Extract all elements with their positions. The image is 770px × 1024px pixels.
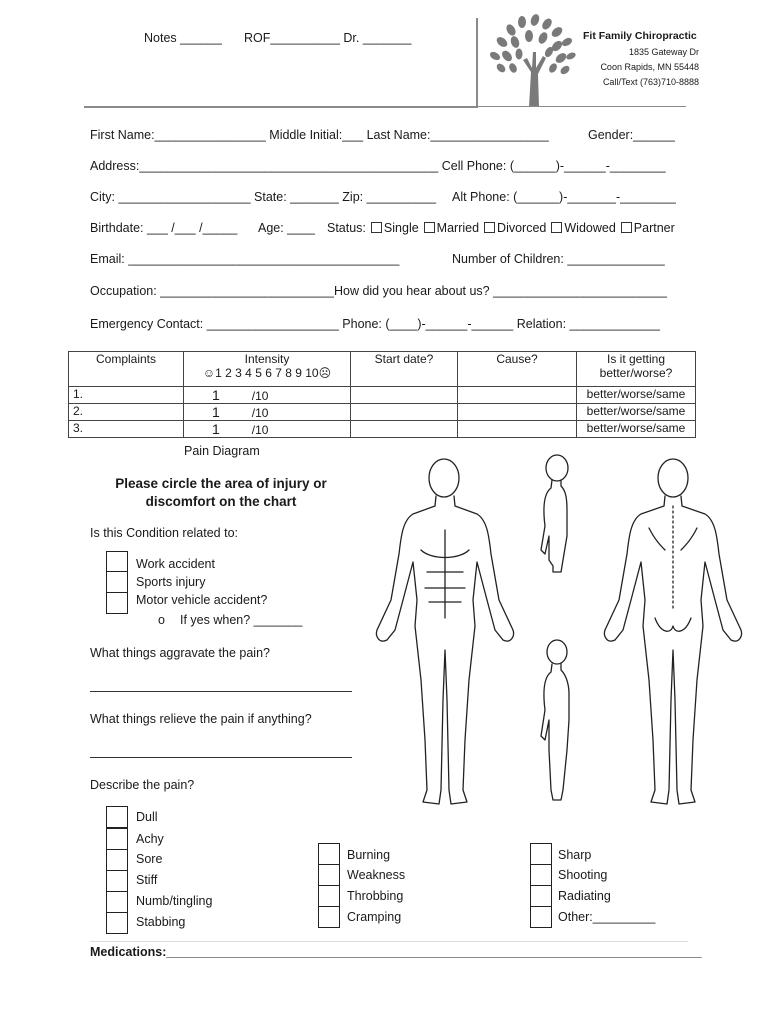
gender-field[interactable]: Gender:______	[588, 128, 675, 142]
aggravate-question: What things aggravate the pain?	[90, 646, 270, 660]
address-cell-fields[interactable]: Address:___________________________________________ Cell Phone: (______)-______-________	[90, 159, 666, 173]
stabbing-checkbox[interactable]	[106, 912, 128, 934]
status-option-divorced[interactable]: Divorced	[479, 221, 546, 235]
sports-injury-checkbox[interactable]	[106, 571, 128, 593]
stabbing-label: Stabbing	[136, 915, 186, 929]
table-row[interactable]	[69, 421, 696, 438]
stiff-label: Stiff	[136, 873, 158, 887]
status-option-widowed[interactable]: Widowed	[546, 221, 615, 235]
trend-cell[interactable]: better/worse/same	[577, 404, 696, 421]
weakness-checkbox[interactable]	[318, 864, 340, 886]
cramping-label: Cramping	[347, 910, 402, 924]
weakness-label: Weakness	[347, 868, 406, 882]
numb-checkbox[interactable]	[106, 891, 128, 913]
aggravate-answer-line[interactable]	[90, 691, 352, 692]
clinic-address1: 1835 Gateway Dr	[628, 47, 699, 57]
radiating-label: Radiating	[558, 889, 611, 903]
status-option-partner[interactable]: Partner	[616, 221, 675, 235]
pain-diagram-caption: Pain Diagram	[184, 444, 260, 458]
occupation-referral-fields[interactable]: Occupation: _________________________How did you hear about us? _________________________	[90, 284, 667, 298]
status-option-single[interactable]: Single	[366, 221, 419, 235]
header-vertical-divider	[476, 18, 478, 108]
status-group	[327, 221, 675, 235]
intensity-cell[interactable]: 1 /10	[184, 387, 351, 404]
motor-vehicle-checkbox[interactable]	[106, 592, 128, 614]
relieve-question: What things relieve the pain if anything?	[90, 712, 312, 726]
checkbox-icon[interactable]	[424, 222, 435, 233]
checkbox-icon[interactable]	[484, 222, 495, 233]
header-trend: Is it getting better/worse?	[577, 352, 696, 387]
intensity-cell[interactable]: 1 /10	[184, 404, 351, 421]
motor-vehicle-label: Motor vehicle accident?	[136, 593, 268, 607]
clinic-address2: Coon Rapids, MN 55448	[600, 62, 699, 72]
front-body-figure	[376, 459, 513, 804]
cause-cell[interactable]	[458, 421, 577, 438]
children-field[interactable]: Number of Children: ______________	[452, 252, 665, 266]
dull-checkbox[interactable]	[106, 806, 128, 828]
throbbing-label: Throbbing	[347, 889, 404, 903]
clinic-name: Fit Family Chiropractic	[583, 30, 697, 42]
sharp-checkbox[interactable]	[530, 843, 552, 865]
circle-instruction-line1: Please circle the area of injury or	[115, 476, 327, 491]
table-row[interactable]	[69, 404, 696, 421]
email-field[interactable]: Email: _______________________________________	[90, 252, 400, 266]
table-row[interactable]	[69, 387, 696, 404]
throbbing-checkbox[interactable]	[318, 885, 340, 907]
radiating-checkbox[interactable]	[530, 885, 552, 907]
bullet-circle-icon: o	[158, 613, 165, 627]
cramping-checkbox[interactable]	[318, 906, 340, 928]
city-state-zip-fields[interactable]: City: ___________________ State: _______ Zip: __________	[90, 190, 437, 204]
trend-cell[interactable]: better/worse/same	[577, 421, 696, 438]
back-body-figure	[604, 459, 741, 804]
shooting-checkbox[interactable]	[530, 864, 552, 886]
work-accident-checkbox[interactable]	[106, 551, 128, 573]
sports-injury-label: Sports injury	[136, 575, 206, 589]
circle-instruction-line2: discomfort on the chart	[145, 494, 297, 509]
intensity-cell[interactable]: 1 /10	[184, 421, 351, 438]
burning-checkbox[interactable]	[318, 843, 340, 865]
side-body-figure-upper	[541, 455, 568, 572]
sore-label: Sore	[136, 852, 163, 866]
side-body-figure-lower	[541, 640, 569, 800]
complaints-table	[68, 351, 696, 438]
row-number: 3.	[69, 421, 184, 438]
status-option-married[interactable]: Married	[419, 221, 479, 235]
relieve-answer-line[interactable]	[90, 757, 352, 758]
rof-doctor-field[interactable]: ROF__________ Dr. _______	[244, 31, 412, 45]
dull-label: Dull	[136, 810, 158, 824]
medications-divider	[90, 941, 688, 942]
trend-cell[interactable]: better/worse/same	[577, 387, 696, 404]
status-label: Status:	[327, 221, 366, 235]
related-label: Is this Condition related to:	[90, 526, 238, 540]
achy-checkbox[interactable]	[106, 828, 128, 850]
table-header-row	[69, 352, 696, 387]
checkbox-icon[interactable]	[621, 222, 632, 233]
notes-field[interactable]: Notes ______	[144, 31, 222, 45]
stiff-checkbox[interactable]	[106, 870, 128, 892]
other-label[interactable]: Other:_________	[558, 910, 656, 924]
checkbox-icon[interactable]	[371, 222, 382, 233]
header-start-date: Start date?	[351, 352, 458, 387]
row-number: 1.	[69, 387, 184, 404]
if-yes-when-field[interactable]: If yes when? _______	[180, 613, 303, 627]
emergency-contact-fields[interactable]: Emergency Contact: ___________________ Phone: (____)-______-______ Relation: _____________	[90, 317, 660, 331]
clinic-phone: Call/Text (763)710-8888	[602, 77, 699, 87]
header-cause: Cause?	[458, 352, 577, 387]
describe-question: Describe the pain?	[90, 778, 195, 792]
cause-cell[interactable]	[458, 404, 577, 421]
name-fields[interactable]: First Name:________________ Middle Initial:___ Last Name:_________________	[90, 128, 549, 142]
work-accident-label: Work accident	[136, 557, 215, 571]
burning-label: Burning	[347, 848, 391, 862]
start-date-cell[interactable]	[351, 421, 458, 438]
birthdate-field[interactable]: Birthdate: ___ /___ /_____	[90, 221, 238, 235]
shooting-label: Shooting	[558, 868, 608, 882]
numb-label: Numb/tingling	[136, 894, 213, 908]
body-diagram[interactable]	[365, 450, 755, 820]
header-intensity: Intensity ☺1 2 3 4 5 6 7 8 9 10☹	[184, 352, 351, 387]
medications-field[interactable]: Medications:_____________________________________________________________________________	[90, 945, 702, 959]
header-complaints: Complaints	[69, 352, 184, 387]
other-checkbox[interactable]	[530, 906, 552, 928]
cause-cell[interactable]	[458, 387, 577, 404]
alt-phone-field[interactable]: Alt Phone: (______)-_______-________	[452, 190, 676, 204]
header-divider	[84, 106, 476, 108]
start-date-cell[interactable]	[351, 387, 458, 404]
row-number: 2.	[69, 404, 184, 421]
sore-checkbox[interactable]	[106, 849, 128, 871]
sharp-label: Sharp	[558, 848, 592, 862]
header-divider-right	[478, 106, 686, 107]
age-field[interactable]: Age: ____	[258, 221, 315, 235]
tree-logo-icon	[487, 12, 577, 108]
achy-label: Achy	[136, 832, 164, 846]
checkbox-icon[interactable]	[551, 222, 562, 233]
start-date-cell[interactable]	[351, 404, 458, 421]
